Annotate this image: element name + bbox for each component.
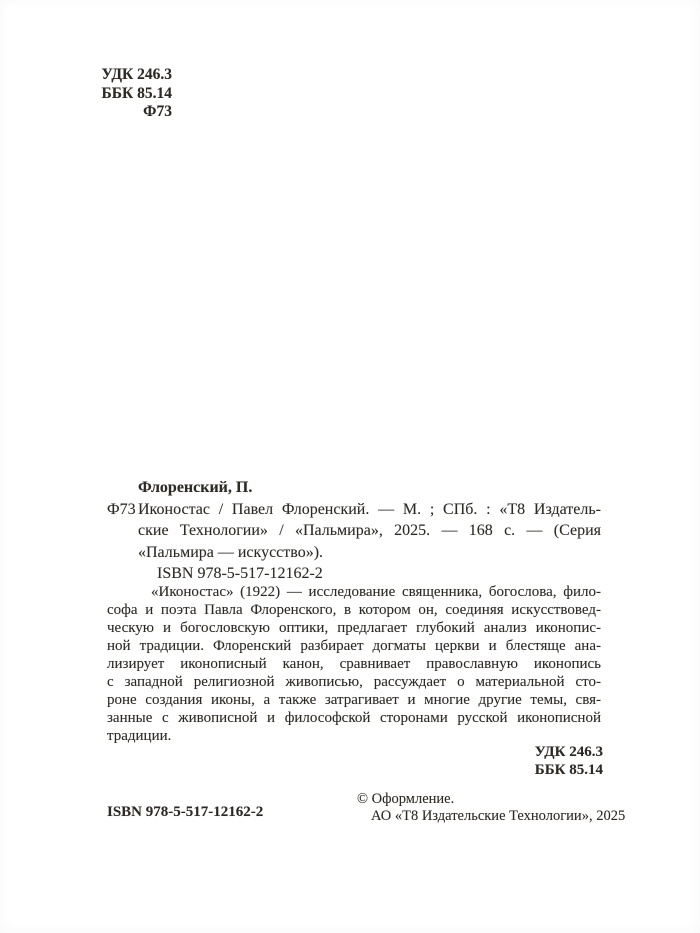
top-catalog-codes [102, 66, 172, 122]
annotation-line: «Иконостас» (1922) — исследование священника, богослова, фило- [151, 584, 601, 600]
annotation-line: роне создания иконы, а также затрагивает и многие другие темы, свя- [107, 692, 601, 708]
publisher-line: АО «Т8 Издательские Технологии», 2025 [371, 808, 626, 824]
citation-author: Флоренский, П. [138, 479, 253, 496]
udk-code-bottom: УДК 246.3 [534, 744, 603, 760]
annotation-line: ческую и богословскую оптики, предлагает глубокий анализ иконопис- [107, 620, 601, 636]
annotation-line: занные с живописной и философской сторонами русской иконописной [107, 710, 601, 726]
bibliographic-citation [107, 477, 601, 585]
isbn-citation: ISBN 978-5-517-12162-2 [157, 565, 323, 582]
copyright-block [357, 791, 625, 825]
annotation-line: с западной религиозной живописью, рассуждает о материальной сто- [107, 674, 601, 690]
bbk-code: ББК 85.14 [101, 84, 172, 102]
citation-line: Иконостас / Павел Флоренский. — М. ; СПб. : «Т8 Издатель- [138, 500, 601, 518]
copyright-line: © Оформление. [357, 791, 455, 807]
citation-line: «Пальмира — искусство»). [138, 543, 324, 561]
annotation-line: традиции. [107, 728, 172, 744]
udk-code: УДК 246.3 [101, 66, 172, 83]
citation-line: ские Технологии» / «Пальмира», 2025. — 168 с. — (Серия [138, 522, 601, 539]
citation-margin-code: Ф73 [107, 500, 136, 518]
isbn-footer: ISBN 978-5-517-12162-2 [107, 804, 264, 820]
annotation-line: лизирует иконописный канон, сравнивает православную иконопись [107, 656, 601, 672]
annotation-line: софа и поэта Павла Флоренского, в котором он, соединяя искусствовед- [107, 602, 601, 618]
annotation-paragraph [107, 583, 601, 745]
author-sign-code: Ф73 [143, 103, 172, 120]
annotation-line: ной традиции. Флоренский разбирает догматы церкви и блестяще ана- [107, 638, 601, 654]
bbk-code-bottom: ББК 85.14 [534, 761, 603, 778]
bottom-catalog-codes [535, 744, 603, 779]
